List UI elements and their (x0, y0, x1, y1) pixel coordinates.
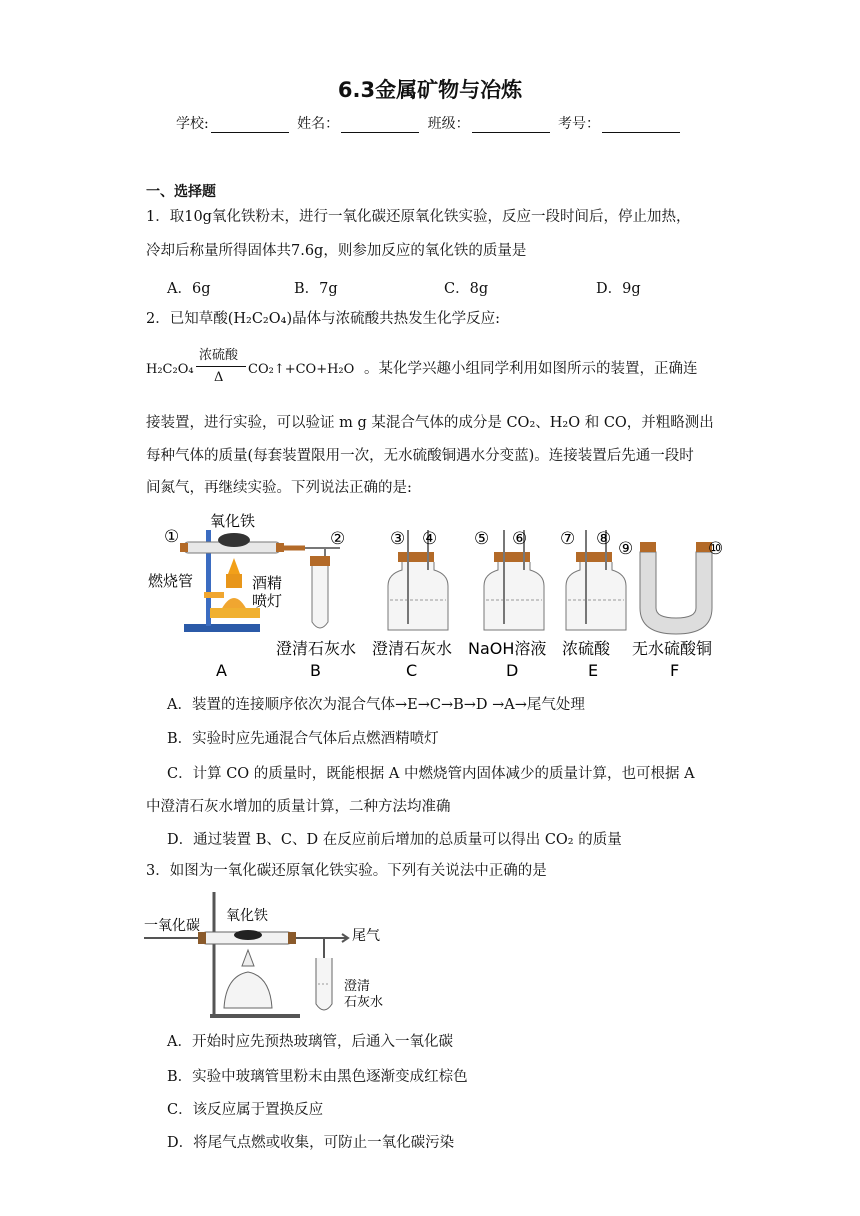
burner-handle (204, 592, 224, 598)
exam-no-label: 考号： (558, 116, 601, 132)
eq-reactant: H₂C₂O₄ (146, 362, 194, 377)
label-port-10: ⑩ (708, 539, 724, 559)
eq-condition-top: 浓硫酸 (199, 348, 239, 363)
apparatus-f (618, 539, 723, 634)
q1-line-1: 1．取10g氧化铁粉末，进行一氧化碳还原氧化铁实验，反应一段时间后，停止加热， (146, 209, 691, 225)
class-blank[interactable] (472, 118, 550, 133)
letter-f: F (670, 661, 680, 680)
label-port-6: ⑥ (512, 529, 528, 549)
q3-line-1: 3．如图为一氧化碳还原氧化铁实验。下列有关说法中正确的是 (146, 863, 547, 879)
eq-arrow-line (196, 366, 246, 367)
apparatus-d (474, 529, 544, 630)
alcohol-lamp (224, 972, 272, 1008)
q2-option-a: A．装置的连接顺序依次为混合气体→E→C→B→D →A→尾气处理 (167, 697, 585, 713)
reagent-e: 浓硫酸 (562, 639, 611, 658)
school-label: 学校: (175, 116, 209, 132)
iron-oxide-powder (234, 930, 262, 940)
label-lime-water: 石灰水 (344, 995, 384, 1010)
q2-option-c-cont: 中澄清石灰水增加的质量计算，二种方法均准确 (146, 799, 451, 815)
u-tube-stopper-left (640, 542, 656, 552)
q3-option-c: C．该反应属于置换反应 (167, 1102, 324, 1118)
reagent-c: 澄清石灰水 (372, 639, 453, 658)
school-blank[interactable] (211, 118, 289, 133)
label-port-4: ④ (422, 529, 438, 549)
label-alcohol: 酒精 (252, 574, 283, 592)
section-heading: 一、选择题 (146, 184, 216, 200)
q2-line-1: 2．已知草酸(H₂C₂O₄)晶体与浓硫酸共热发生化学反应: (146, 311, 500, 327)
apparatus-e (560, 529, 626, 630)
stopper-left (180, 543, 188, 552)
bottle-e (566, 562, 626, 630)
label-port-7: ⑦ (560, 529, 576, 549)
bottle-c (388, 562, 448, 630)
label-port-3: ③ (390, 529, 406, 549)
q3-option-b: B．实验中玻璃管里粉末由黑色逐渐变成红棕色 (167, 1069, 468, 1085)
q1-option-c: C．8g (444, 281, 489, 297)
label-port-9: ⑨ (618, 539, 634, 559)
stopper-right (288, 932, 296, 944)
letter-c: C (406, 661, 418, 680)
name-blank[interactable] (341, 118, 419, 133)
q2-option-c: C．计算 CO 的质量时，既能根据 A 中燃烧管内固体减少的质量计算，也可根据 A (167, 766, 695, 782)
letter-b: B (310, 661, 321, 680)
label-co: 一氧化碳 (144, 918, 200, 934)
q2-line-5: 间氮气，再继续实验。下列说法正确的是: (146, 480, 412, 496)
label-port-5: ⑤ (474, 529, 490, 549)
u-tube (640, 552, 712, 634)
q1-option-a: A．6g (167, 281, 211, 297)
apparatus-b (305, 529, 345, 628)
label-iron-oxide: 氧化铁 (210, 512, 256, 530)
label-port-8: ⑧ (596, 529, 612, 549)
q3-option-d: D．将尾气点燃或收集，可防止一氧化碳污染 (167, 1135, 455, 1151)
eq-products: CO₂↑+CO+H₂O (248, 362, 355, 377)
flame (228, 558, 240, 574)
test-tube (312, 566, 328, 628)
letter-a: A (216, 661, 227, 680)
co-reduction-figure (140, 888, 400, 1018)
stand-base (184, 624, 260, 632)
q2-line-2: 。某化学兴趣小组同学利用如图所示的装置，正确连 (364, 361, 698, 377)
flame (242, 950, 254, 966)
apparatus-a (148, 512, 305, 632)
label-combustion-tube: 燃烧管 (148, 572, 194, 590)
label-blowtorch: 喷灯 (252, 592, 283, 610)
tube-b-stopper (310, 556, 330, 566)
reagent-b: 澄清石灰水 (276, 639, 357, 658)
iron-oxide-powder (218, 533, 250, 547)
stand-base (210, 1014, 300, 1018)
q2-line-3: 接装置，进行实验，可以验证 m g 某混合气体的成分是 CO₂、H₂O 和 CO，并粗略测出 (146, 415, 714, 431)
student-info-line (0, 113, 860, 133)
bottle-d (484, 562, 544, 630)
q2-line-4: 每种气体的质量(每套装置限用一次，无水硫酸铜遇水分变蓝)。连接装置后先通一段时 (146, 448, 694, 464)
page-title: 6.3金属矿物与冶炼 (337, 78, 523, 102)
label-port-1: ① (164, 527, 180, 547)
q1-option-b: B．7g (294, 281, 338, 297)
stopper-right (276, 543, 284, 552)
q1-option-d: D．9g (596, 281, 641, 297)
reagent-d: NaOH溶液 (468, 639, 547, 658)
label-tail-gas: 尾气 (352, 928, 380, 944)
q2-option-b: B．实验时应先通混合气体后点燃酒精喷灯 (167, 731, 439, 747)
label-iron-oxide: 氧化铁 (226, 908, 268, 924)
reagent-f: 无水硫酸铜 (632, 639, 713, 658)
label-clear: 澄清 (344, 979, 371, 994)
burner-neck (226, 574, 242, 588)
q1-line-2: 冷却后称量所得固体共7.6g，则参加反应的氧化铁的质量是 (146, 243, 527, 259)
name-label: 姓名： (297, 116, 340, 132)
eq-condition-bottom: Δ (214, 370, 224, 385)
letter-d: D (506, 661, 519, 680)
letter-e: E (588, 661, 599, 680)
class-label: 班级： (427, 116, 470, 132)
apparatus-c (388, 529, 448, 630)
label-port-2: ② (330, 529, 346, 549)
q3-option-a: A．开始时应先预热玻璃管，后通入一氧化碳 (167, 1034, 453, 1050)
q2-option-d: D．通过装置 B、C、D 在反应前后增加的总质量可以得出 CO₂ 的质量 (167, 832, 622, 848)
exam-no-blank[interactable] (602, 118, 680, 133)
apparatus-figure (140, 512, 730, 682)
